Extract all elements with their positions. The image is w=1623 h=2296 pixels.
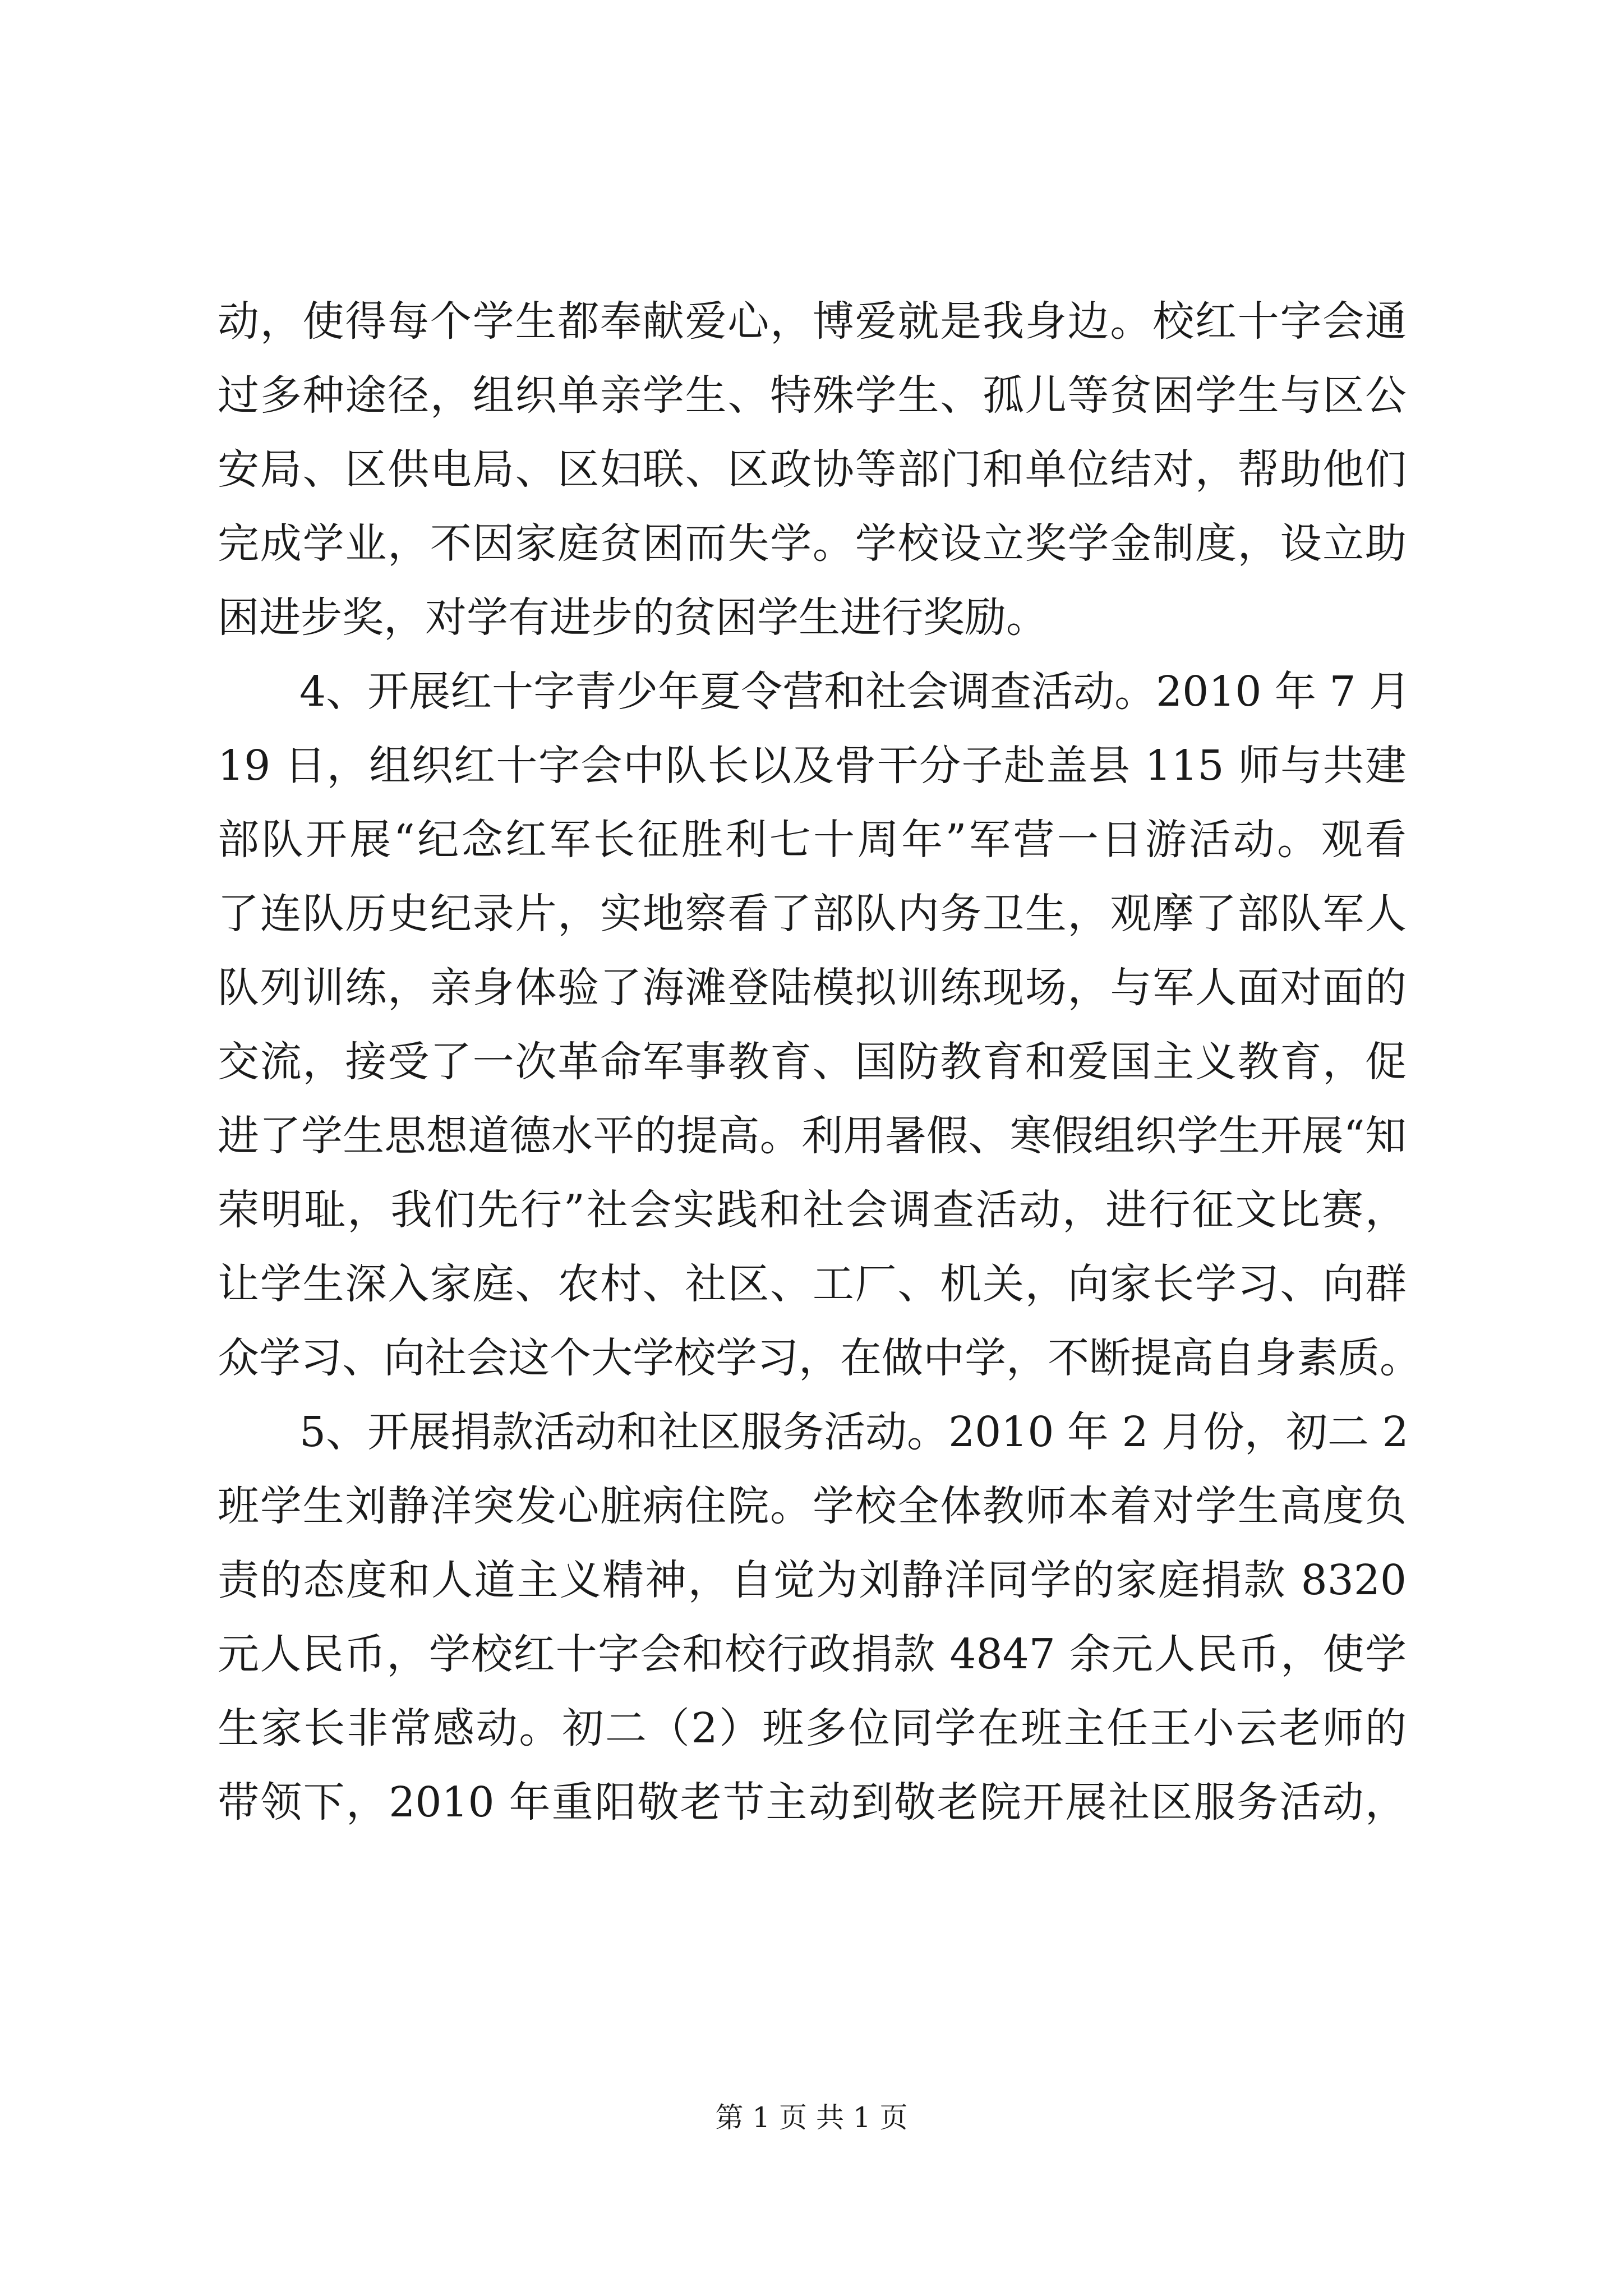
text-line: 过多种途径，组织单亲学生、特殊学生、孤儿等贫困学生与区公 [218,371,1407,420]
text-line: 交流，接受了一次革命军事教育、国防教育和爱国主义教育，促 [218,1038,1407,1086]
text-line: 责的态度和人道主义精神，自觉为刘静洋同学的家庭捐款 8320 [218,1556,1407,1604]
text-line: 部队开展“纪念红军长征胜利七十周年”军营一日游活动。观看 [218,816,1407,864]
text-line: 众学习、向社会这个大学校学习，在做中学，不断提高自身素质。 [218,1334,1421,1382]
text-line: 队列训练，亲身体验了海滩登陆模拟训练现场，与军人面对面的 [218,964,1407,1012]
text-line: 安局、区供电局、区妇联、区政协等部门和单位结对，帮助他们 [218,445,1407,494]
text-line: 让学生深入家庭、农村、社区、工厂、机关，向家长学习、向群 [218,1260,1407,1308]
page-footer [0,2095,1623,2140]
paragraph-4-start: 4、开展红十字青少年夏令营和社会调查活动。2010 年 7 月 [299,668,1411,716]
text-line: 了连队历史纪录片，实地察看了部队内务卫生，观摩了部队军人 [218,890,1407,938]
text-line: 荣明耻，我们先行”社会实践和社会调查活动，进行征文比赛， [218,1186,1407,1234]
page-number-label: 第 1 页 共 1 页 [715,2101,908,2134]
text-line: 班学生刘静洋突发心脏病住院。学校全体教师本着对学生高度负 [218,1482,1407,1530]
text-line: 动，使得每个学生都奉献爱心，博爱就是我身边。校红十字会通 [218,297,1407,346]
text-line: 进了学生思想道德水平的提高。利用暑假、寒假组织学生开展“知 [218,1112,1407,1160]
text-line: 带领下，2010 年重阳敬老节主动到敬老院开展社区服务活动， [218,1778,1407,1826]
text-line: 生家长非常感动。初二（2）班多位同学在班主任王小云老师的 [218,1704,1407,1752]
text-line: 元人民币，学校红十字会和校行政捐款 4847 余元人民币，使学 [218,1630,1407,1678]
text-line: 19 日，组织红十字会中队长以及骨干分子赴盖县 115 师与共建 [218,742,1407,790]
paragraph-5-start: 5、开展捐款活动和社区服务活动。2010 年 2 月份，初二 2 [299,1408,1409,1456]
text-line: 完成学业，不因家庭贫困而失学。学校设立奖学金制度，设立助 [218,519,1407,568]
text-line: 困进步奖，对学有进步的贫困学生进行奖励。 [218,593,1048,642]
